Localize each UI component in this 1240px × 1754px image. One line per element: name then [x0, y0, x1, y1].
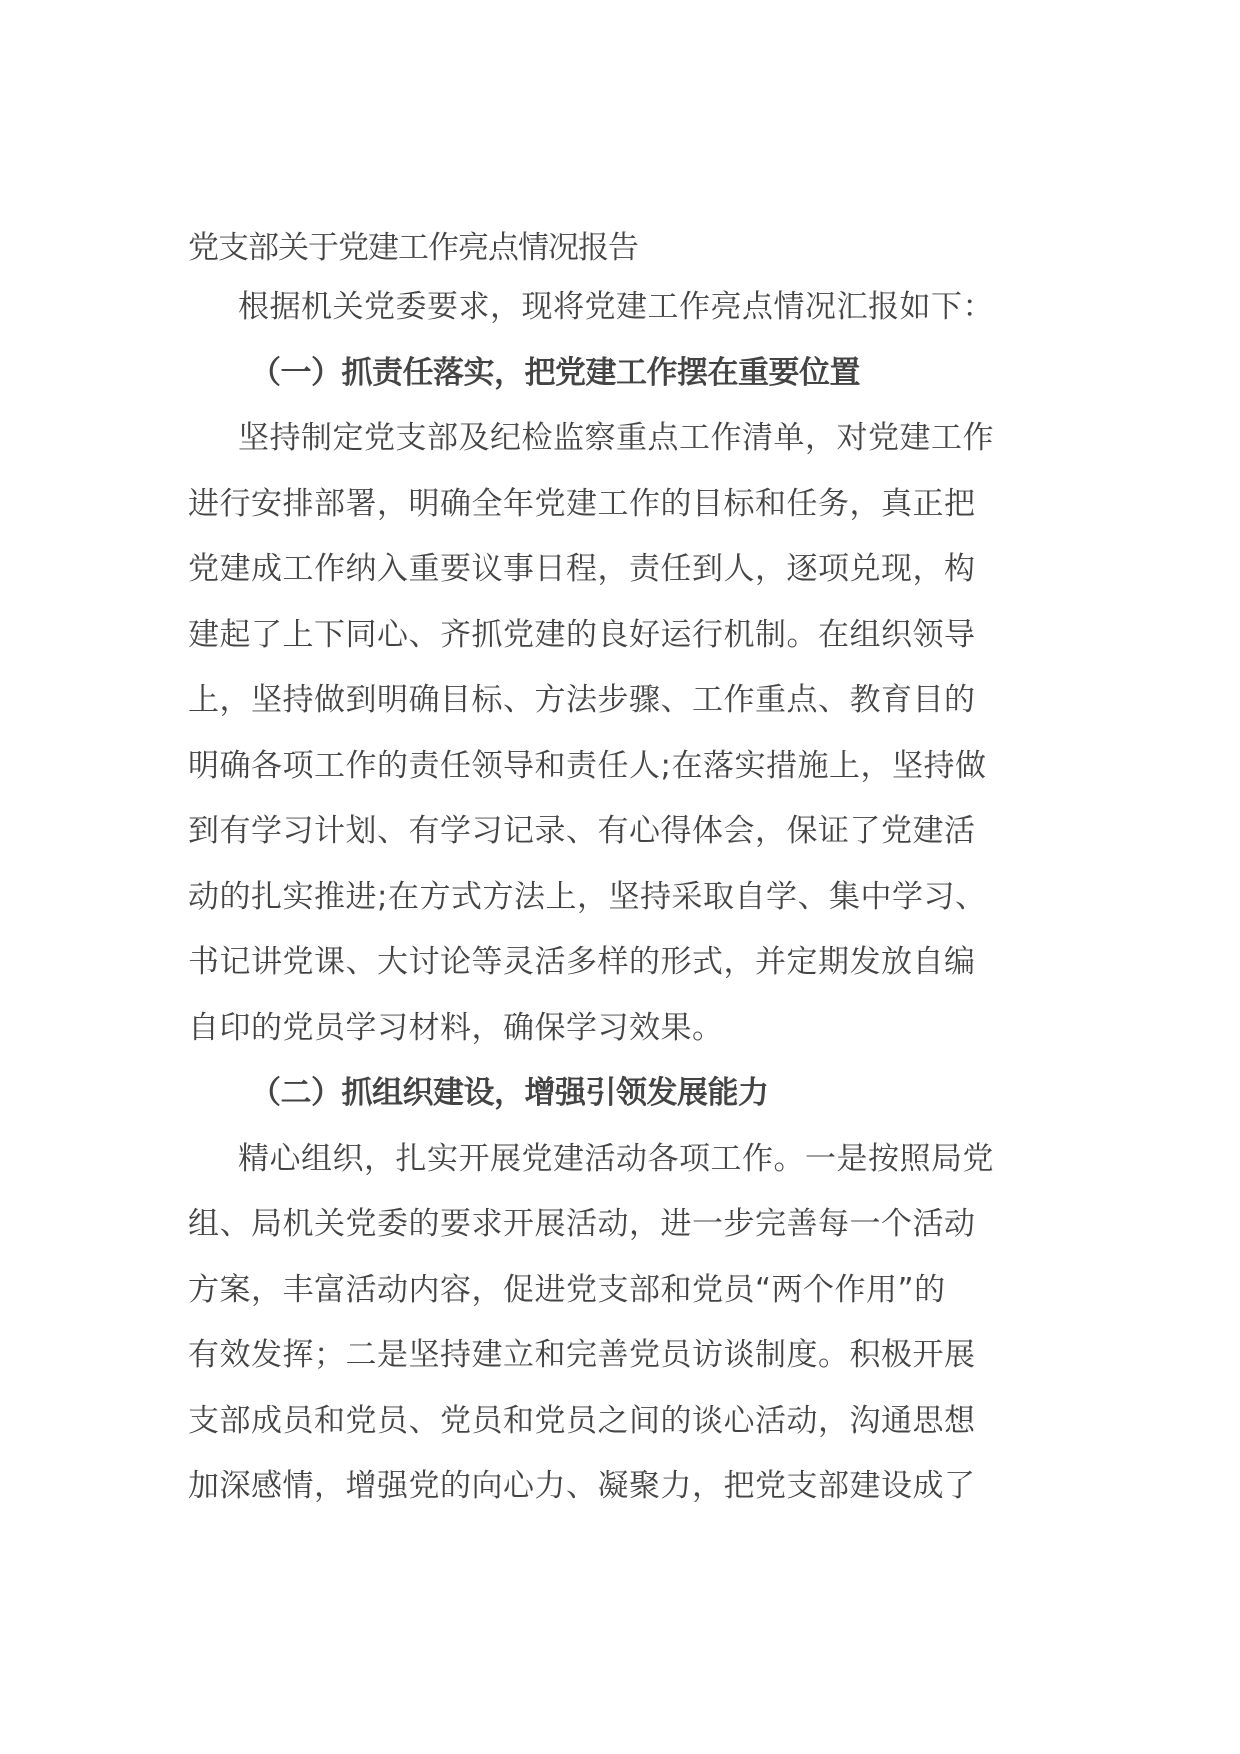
section-1-line: 到有学习计划、有学习记录、有心得体会，保证了党建活	[188, 813, 976, 849]
section-1-line: 上，坚持做到明确目标、方法步骤、工作重点、教育目的	[188, 682, 976, 718]
document-body	[188, 275, 1050, 1520]
section-1-heading: （一）抓责任落实，把党建工作摆在重要位置	[250, 354, 860, 391]
section-2-line: 组、局机关党委的要求开展活动，进一步完善每一个活动	[188, 1206, 976, 1242]
section-1-line: 书记讲党课、大讨论等灵活多样的形式，并定期发放自编	[188, 944, 976, 980]
section-2-line: 加深感情，增强党的向心力、凝聚力，把党支部建设成了	[188, 1468, 976, 1504]
section-1-line: 建起了上下同心、齐抓党建的良好运行机制。在组织领导	[188, 616, 976, 653]
document-title: 党支部关于党建工作亮点情况报告	[188, 230, 638, 266]
section-1-line: 坚持制定党支部及纪检监察重点工作清单，对党建工作	[238, 420, 994, 456]
section-2-line: 精心组织，扎实开展党建活动各项工作。一是按照局党	[238, 1140, 994, 1177]
section-2-heading: （二）抓组织建设，增强引领发展能力	[250, 1075, 769, 1111]
section-2-line: 有效发挥；二是坚持建立和完善党员访谈制度。积极开展	[188, 1337, 976, 1373]
intro-paragraph: 根据机关党委要求，现将党建工作亮点情况汇报如下：	[238, 289, 994, 325]
section-2-line: 方案，丰富活动内容，促进党支部和党员“两个作用”的	[188, 1271, 946, 1308]
section-1-line: 自印的党员学习材料，确保学习效果。	[188, 1009, 724, 1046]
section-1-line: 动的扎实推进;在方式方法上，坚持采取自学、集中学习、	[188, 878, 987, 915]
section-1-line: 明确各项工作的责任领导和责任人;在落实措施上，坚持做	[188, 747, 987, 784]
section-2-line: 支部成员和党员、党员和党员之间的谈心活动，沟通思想	[188, 1402, 976, 1439]
section-1-line: 进行安排部署，明确全年党建工作的目标和任务，真正把	[188, 485, 976, 522]
section-1-line: 党建成工作纳入重要议事日程，责任到人，逐项兑现，构	[188, 551, 976, 587]
